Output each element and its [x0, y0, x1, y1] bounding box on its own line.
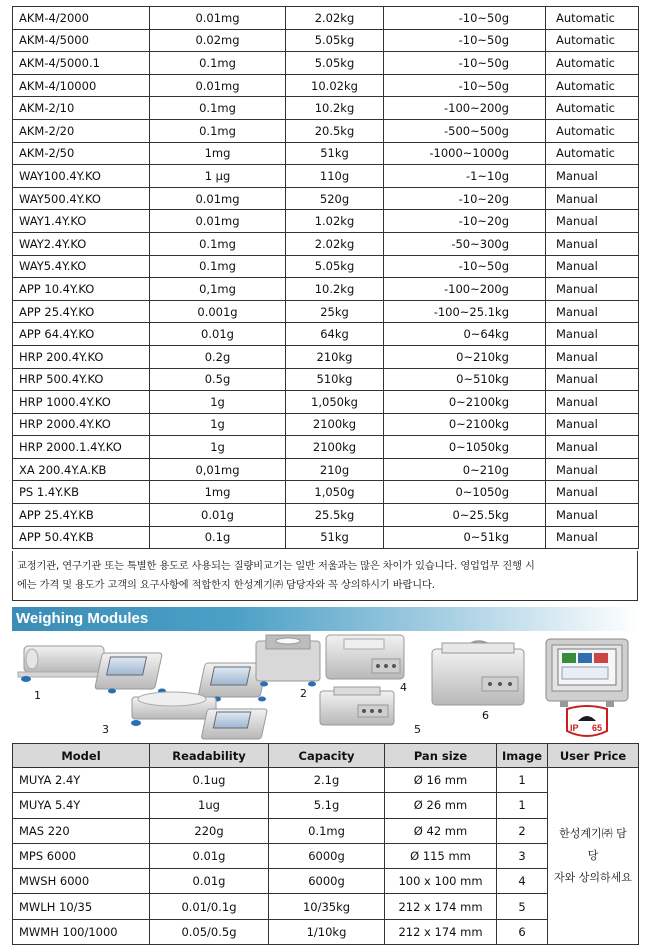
range-cell: 0~25.5kg — [384, 504, 546, 527]
readability-cell: 0.01mg — [150, 7, 286, 30]
mode-cell: Manual — [546, 504, 639, 527]
ip-badge-label: IP — [570, 723, 579, 733]
readability-cell: 0.001g — [150, 300, 286, 323]
readability-cell: 1g — [150, 436, 286, 459]
mode-cell: Manual — [546, 187, 639, 210]
table-row — [13, 504, 639, 527]
table-row — [13, 413, 639, 436]
module-image-cell: 5 — [497, 894, 548, 919]
range-cell: -100~200g — [384, 278, 546, 301]
range-cell: -10~20g — [384, 210, 546, 233]
balance-spec-table — [12, 6, 639, 549]
capacity-cell: 5.05kg — [286, 29, 384, 52]
range-cell: -10~50g — [384, 52, 546, 75]
model-cell: WAY500.4Y.KO — [13, 187, 150, 210]
module-image-cell: 1 — [497, 768, 548, 793]
range-cell: -10~50g — [384, 29, 546, 52]
readability-cell: 0.01mg — [150, 74, 286, 97]
module-image-cell: 6 — [497, 919, 548, 944]
readability-cell: 0.1g — [150, 526, 286, 549]
range-cell: 0~1050kg — [384, 436, 546, 459]
mode-cell: Manual — [546, 255, 639, 278]
table-row — [13, 74, 639, 97]
mode-cell: Automatic — [546, 7, 639, 30]
section-header-bar — [12, 607, 638, 631]
table-row — [13, 869, 639, 894]
model-cell: WAY100.4Y.KO — [13, 165, 150, 188]
readability-cell: 0.01g — [150, 323, 286, 346]
table-row — [13, 458, 639, 481]
model-cell: WAY5.4Y.KO — [13, 255, 150, 278]
table-row — [13, 119, 639, 142]
mode-cell: Automatic — [546, 74, 639, 97]
module-model-cell: MWSH 6000 — [13, 869, 150, 894]
capacity-cell: 10.02kg — [286, 74, 384, 97]
header-readability: Readability — [150, 744, 269, 768]
mode-cell: Automatic — [546, 29, 639, 52]
module-capacity-cell: 0.1mg — [269, 818, 385, 843]
readability-cell: 0.1mg — [150, 232, 286, 255]
module-capacity-cell: 10/35kg — [269, 894, 385, 919]
table-row — [13, 526, 639, 549]
product-images-area — [12, 631, 638, 743]
capacity-cell: 5.05kg — [286, 255, 384, 278]
range-cell: 0~2100kg — [384, 413, 546, 436]
product-5-image — [320, 687, 394, 725]
module-model-cell: MAS 220 — [13, 818, 150, 843]
readability-cell: 1mg — [150, 481, 286, 504]
table-row — [13, 165, 639, 188]
table-row — [13, 97, 639, 120]
model-cell: AKM-4/10000 — [13, 74, 150, 97]
user-price-line-2: 자와 상의하세요 — [554, 871, 632, 885]
mode-cell: Manual — [546, 345, 639, 368]
module-readability-cell: 0.01/0.1g — [150, 894, 269, 919]
model-cell: AKM-4/5000 — [13, 29, 150, 52]
readability-cell: 0.01mg — [150, 187, 286, 210]
range-cell: 0~51kg — [384, 526, 546, 549]
module-capacity-cell: 6000g — [269, 843, 385, 868]
module-readability-cell: 220g — [150, 818, 269, 843]
readability-cell: 0,1mg — [150, 278, 286, 301]
readability-cell: 0.5g — [150, 368, 286, 391]
capacity-cell: 210g — [286, 458, 384, 481]
ip65-badge — [567, 706, 607, 736]
range-cell: 0~64kg — [384, 323, 546, 346]
module-model-cell: MWMH 100/1000 — [13, 919, 150, 944]
table-row — [13, 323, 639, 346]
module-pan-size-cell: Ø 26 mm — [385, 793, 497, 818]
module-model-cell: MUYA 2.4Y — [13, 768, 150, 793]
mode-cell: Manual — [546, 278, 639, 301]
mode-cell: Manual — [546, 368, 639, 391]
module-pan-size-cell: Ø 16 mm — [385, 768, 497, 793]
module-model-cell: MUYA 5.4Y — [13, 793, 150, 818]
model-cell: AKM-2/20 — [13, 119, 150, 142]
product-6-image — [432, 641, 524, 705]
table-row — [13, 481, 639, 504]
table-row — [13, 300, 639, 323]
table-row — [13, 894, 639, 919]
capacity-cell: 5.05kg — [286, 52, 384, 75]
table-row — [13, 142, 639, 165]
model-cell: WAY2.4Y.KO — [13, 232, 150, 255]
model-cell: HRP 500.4Y.KO — [13, 368, 150, 391]
capacity-cell: 210kg — [286, 345, 384, 368]
weighing-module-table — [12, 743, 639, 945]
module-pan-size-cell: 212 x 174 mm — [385, 919, 497, 944]
mode-cell: Manual — [546, 391, 639, 414]
capacity-cell: 2100kg — [286, 436, 384, 459]
mode-cell: Manual — [546, 232, 639, 255]
capacity-cell: 1,050kg — [286, 391, 384, 414]
module-pan-size-cell: 212 x 174 mm — [385, 894, 497, 919]
table-row — [13, 255, 639, 278]
module-readability-cell: 0.1ug — [150, 768, 269, 793]
module-table-header-row — [13, 744, 639, 768]
model-cell: HRP 2000.4Y.KO — [13, 413, 150, 436]
notice-line-2: 에는 가격 및 용도가 고객의 요구사항에 적합한지 한성계기㈜ 담당자와 꼭 상의하시기 바랍니다. — [17, 580, 435, 591]
table-row — [13, 7, 639, 30]
module-capacity-cell: 1/10kg — [269, 919, 385, 944]
module-image-cell: 1 — [497, 793, 548, 818]
figure-label-4: 4 — [400, 681, 407, 694]
model-cell: APP 10.4Y.KO — [13, 278, 150, 301]
range-cell: -10~50g — [384, 255, 546, 278]
header-capacity: Capacity — [269, 744, 385, 768]
model-cell: APP 50.4Y.KB — [13, 526, 150, 549]
readability-cell: 1g — [150, 391, 286, 414]
figure-label-1: 1 — [34, 689, 41, 702]
table-row — [13, 768, 639, 793]
user-price-line-1: 한성계기㈜ 담당 — [559, 827, 627, 863]
mode-cell: Manual — [546, 436, 639, 459]
module-readability-cell: 0.01g — [150, 843, 269, 868]
capacity-cell: 20.5kg — [286, 119, 384, 142]
header-model: Model — [13, 744, 150, 768]
model-cell: PS 1.4Y.KB — [13, 481, 150, 504]
module-image-cell: 4 — [497, 869, 548, 894]
balance-spec-table-body — [13, 7, 639, 549]
model-cell: AKM-4/2000 — [13, 7, 150, 30]
module-pan-size-cell: 100 x 100 mm — [385, 869, 497, 894]
range-cell: -10~50g — [384, 74, 546, 97]
capacity-cell: 110g — [286, 165, 384, 188]
model-cell: HRP 200.4Y.KO — [13, 345, 150, 368]
readability-cell: 1 µg — [150, 165, 286, 188]
module-pan-size-cell: Ø 115 mm — [385, 843, 497, 868]
product-1-image — [18, 646, 166, 694]
section-title: Weighing Modules — [16, 610, 149, 627]
figure-label-6: 6 — [482, 709, 489, 722]
model-cell: AKM-4/5000.1 — [13, 52, 150, 75]
mode-cell: Automatic — [546, 52, 639, 75]
capacity-cell: 64kg — [286, 323, 384, 346]
mode-cell: Manual — [546, 323, 639, 346]
capacity-cell: 520g — [286, 187, 384, 210]
mode-cell: Automatic — [546, 142, 639, 165]
range-cell: 0~510kg — [384, 368, 546, 391]
range-cell: -10~50g — [384, 7, 546, 30]
capacity-cell: 25.5kg — [286, 504, 384, 527]
readability-cell: 0.2g — [150, 345, 286, 368]
figure-label-2: 2 — [300, 687, 307, 700]
readability-cell: 0.1mg — [150, 255, 286, 278]
module-capacity-cell: 2.1g — [269, 768, 385, 793]
mode-cell: Manual — [546, 481, 639, 504]
capacity-cell: 51kg — [286, 142, 384, 165]
capacity-cell: 2100kg — [286, 413, 384, 436]
module-capacity-cell: 6000g — [269, 869, 385, 894]
module-model-cell: MWLH 10/35 — [13, 894, 150, 919]
readability-cell: 1g — [150, 413, 286, 436]
model-cell: HRP 2000.1.4Y.KO — [13, 436, 150, 459]
product-4-image — [326, 635, 404, 679]
module-readability-cell: 0.05/0.5g — [150, 919, 269, 944]
range-cell: -50~300g — [384, 232, 546, 255]
range-cell: -1000~1000g — [384, 142, 546, 165]
table-row — [13, 187, 639, 210]
capacity-cell: 510kg — [286, 368, 384, 391]
capacity-cell: 25kg — [286, 300, 384, 323]
table-row — [13, 232, 639, 255]
range-cell: -100~25.1kg — [384, 300, 546, 323]
capacity-cell: 2.02kg — [286, 232, 384, 255]
ip-badge-rating: 65 — [592, 723, 603, 733]
header-pan-size: Pan size — [385, 744, 497, 768]
table-row — [13, 345, 639, 368]
capacity-cell: 51kg — [286, 526, 384, 549]
table-row — [13, 919, 639, 944]
capacity-cell: 10.2kg — [286, 278, 384, 301]
range-cell: -500~500g — [384, 119, 546, 142]
module-model-cell: MPS 6000 — [13, 843, 150, 868]
table-row — [13, 391, 639, 414]
mode-cell: Manual — [546, 526, 639, 549]
readability-cell: 0.1mg — [150, 97, 286, 120]
mode-cell: Manual — [546, 300, 639, 323]
header-image: Image — [497, 744, 548, 768]
mode-cell: Manual — [546, 210, 639, 233]
model-cell: APP 25.4Y.KO — [13, 300, 150, 323]
readability-cell: 1mg — [150, 142, 286, 165]
product-3-image — [131, 692, 267, 739]
mode-cell: Manual — [546, 165, 639, 188]
readability-cell: 0.1mg — [150, 119, 286, 142]
readability-cell: 0,01mg — [150, 458, 286, 481]
indicator-terminal-image — [546, 639, 628, 707]
table-row — [13, 843, 639, 868]
capacity-cell: 2.02kg — [286, 7, 384, 30]
module-capacity-cell: 5.1g — [269, 793, 385, 818]
weighing-module-table-body — [13, 768, 639, 945]
mode-cell: Automatic — [546, 97, 639, 120]
capacity-cell: 10.2kg — [286, 97, 384, 120]
capacity-cell: 1.02kg — [286, 210, 384, 233]
readability-cell: 0.01mg — [150, 210, 286, 233]
table-row — [13, 210, 639, 233]
table-row — [13, 368, 639, 391]
figure-label-3: 3 — [102, 723, 109, 736]
module-readability-cell: 0.01g — [150, 869, 269, 894]
table-row — [13, 278, 639, 301]
module-image-cell: 3 — [497, 843, 548, 868]
table-row — [13, 793, 639, 818]
model-cell: AKM-2/10 — [13, 97, 150, 120]
readability-cell: 0.02mg — [150, 29, 286, 52]
model-cell: HRP 1000.4Y.KO — [13, 391, 150, 414]
model-cell: XA 200.4Y.A.KB — [13, 458, 150, 481]
model-cell: AKM-2/50 — [13, 142, 150, 165]
readability-cell: 0.1mg — [150, 52, 286, 75]
notice-box — [12, 551, 638, 601]
range-cell: 0~2100kg — [384, 391, 546, 414]
capacity-cell: 1,050g — [286, 481, 384, 504]
mode-cell: Manual — [546, 458, 639, 481]
table-row — [13, 29, 639, 52]
header-user-price: User Price — [548, 744, 639, 768]
notice-line-1: 교정기관, 연구기관 또는 특별한 용도로 사용되는 질량비교기는 일반 저울과는 많은 차이가 있습니다. 영업업무 진행 시 — [17, 561, 535, 572]
range-cell: -10~20g — [384, 187, 546, 210]
range-cell: -1~10g — [384, 165, 546, 188]
model-cell: APP 25.4Y.KB — [13, 504, 150, 527]
range-cell: -100~200g — [384, 97, 546, 120]
figure-label-5: 5 — [414, 723, 421, 736]
range-cell: 0~1050g — [384, 481, 546, 504]
table-row — [13, 52, 639, 75]
table-row — [13, 818, 639, 843]
readability-cell: 0.01g — [150, 504, 286, 527]
model-cell: WAY1.4Y.KO — [13, 210, 150, 233]
range-cell: 0~210g — [384, 458, 546, 481]
module-readability-cell: 1ug — [150, 793, 269, 818]
table-row — [13, 436, 639, 459]
module-pan-size-cell: Ø 42 mm — [385, 818, 497, 843]
range-cell: 0~210kg — [384, 345, 546, 368]
user-price-cell — [548, 768, 639, 945]
model-cell: APP 64.4Y.KO — [13, 323, 150, 346]
mode-cell: Automatic — [546, 119, 639, 142]
module-image-cell: 2 — [497, 818, 548, 843]
mode-cell: Manual — [546, 413, 639, 436]
